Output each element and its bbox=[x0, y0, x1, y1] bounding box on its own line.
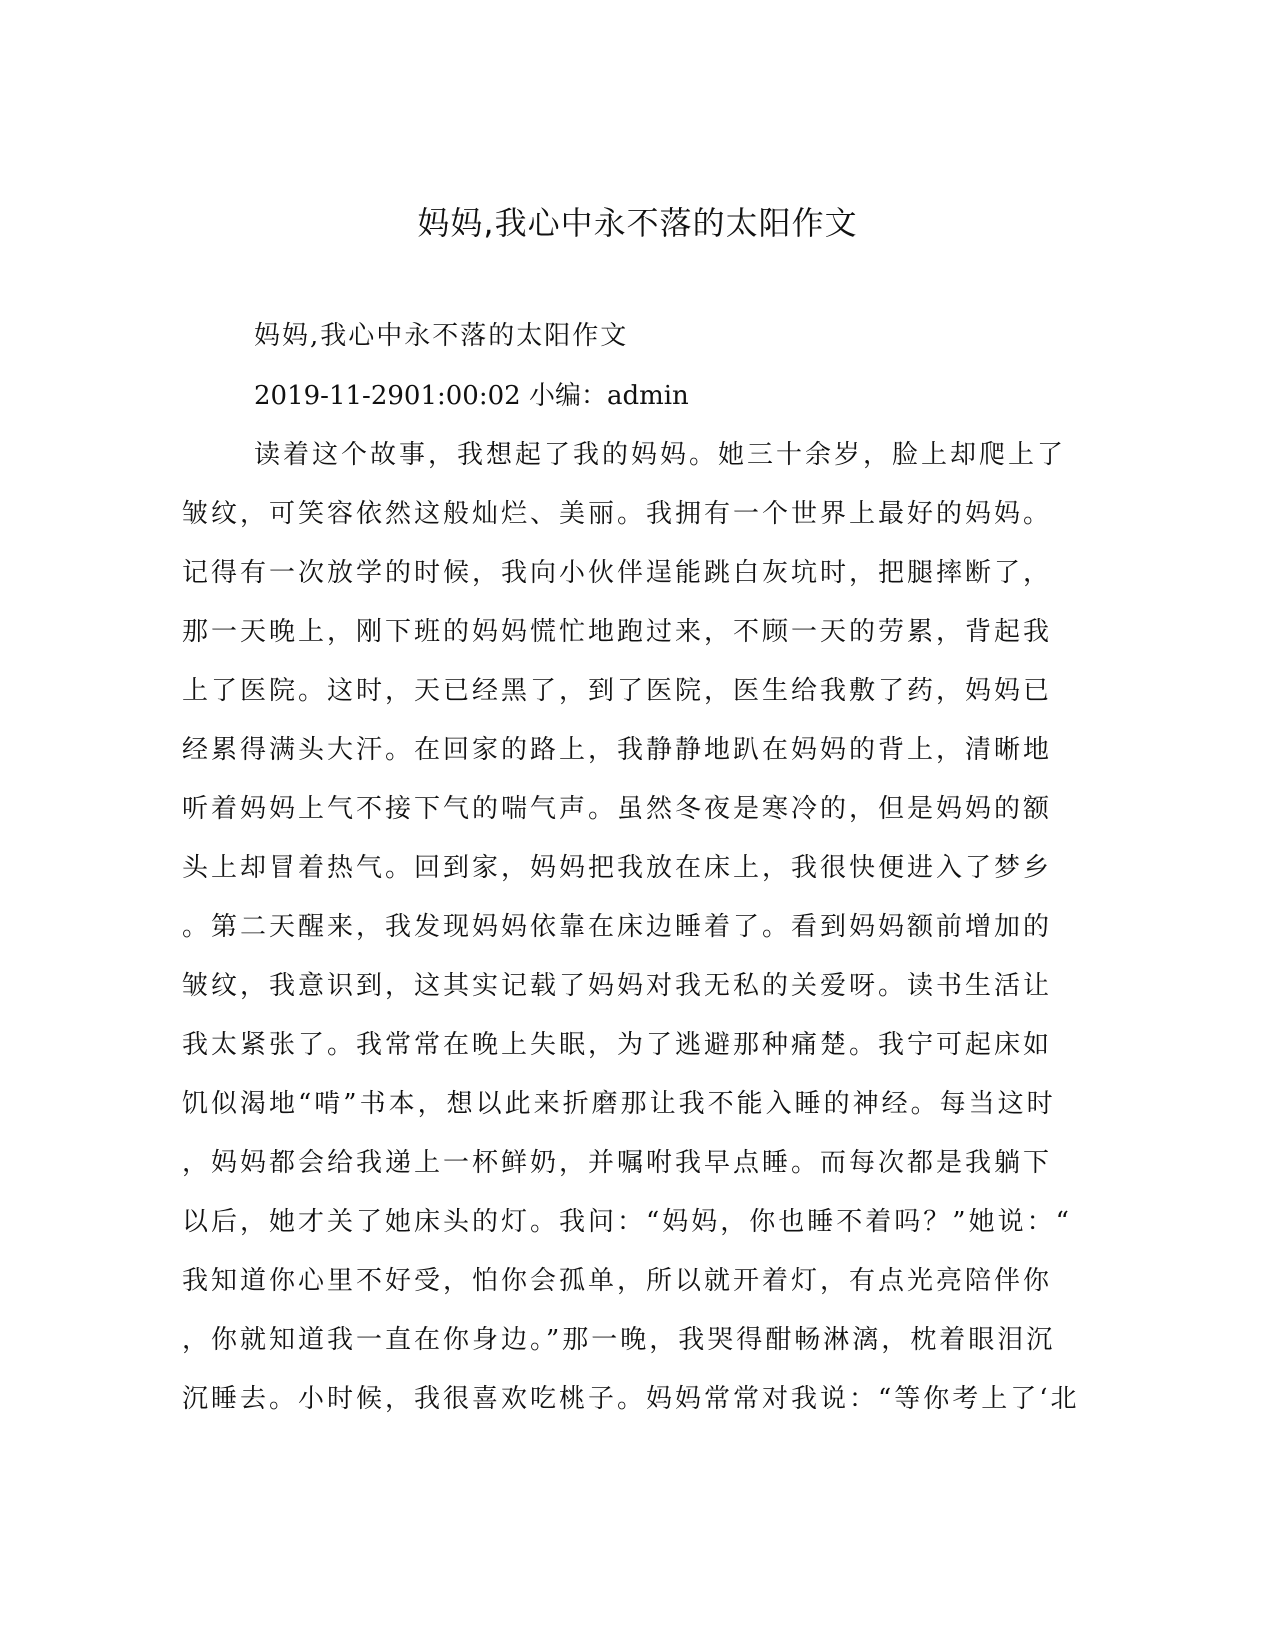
body-line: 我太紧张了。我常常在晚上失眠，为了逃避那种痛楚。我宁可起床如 bbox=[182, 1030, 1053, 1060]
body-line: 以后，她才关了她床头的灯。我问：“妈妈，你也睡不着吗？”她说：“ bbox=[182, 1207, 1072, 1237]
article-meta: 2019-11-2901:00:02 小编：admin bbox=[254, 381, 689, 411]
document-title: 妈妈,我心中永不落的太阳作文 bbox=[417, 204, 858, 242]
article-subtitle: 妈妈,我心中永不落的太阳作文 bbox=[254, 321, 629, 351]
body-line: 饥似渴地“啃”书本，想以此来折磨那让我不能入睡的神经。每当这时 bbox=[182, 1089, 1056, 1119]
body-line: 我知道你心里不好受，怕你会孤单，所以就开着灯，有点光亮陪伴你 bbox=[182, 1266, 1053, 1296]
body-line: ，妈妈都会给我递上一杯鲜奶，并嘱咐我早点睡。而每次都是我躺下 bbox=[182, 1148, 1053, 1178]
body-line: 经累得满头大汗。在回家的路上，我静静地趴在妈妈的背上，清晰地 bbox=[182, 735, 1053, 765]
body-line: 上了医院。这时，天已经黑了，到了医院，医生给我敷了药，妈妈已 bbox=[182, 676, 1053, 706]
body-line: 听着妈妈上气不接下气的喘气声。虽然冬夜是寒冷的，但是妈妈的额 bbox=[182, 794, 1053, 824]
body-line: 。第二天醒来，我发现妈妈依靠在床边睡着了。看到妈妈额前增加的 bbox=[182, 912, 1053, 942]
body-line: 沉睡去。小时候，我很喜欢吃桃子。妈妈常常对我说：“等你考上了‘北 bbox=[182, 1384, 1080, 1414]
body-line: ，你就知道我一直在你身边。”那一晚，我哭得酣畅淋漓，枕着眼泪沉 bbox=[182, 1325, 1056, 1355]
body-line: 记得有一次放学的时候，我向小伙伴逞能跳白灰坑时，把腿摔断了， bbox=[182, 558, 1053, 588]
body-line: 头上却冒着热气。回到家，妈妈把我放在床上，我很快便进入了梦乡 bbox=[182, 853, 1053, 883]
body-line: 皱纹，可笑容依然这般灿烂、美丽。我拥有一个世界上最好的妈妈。 bbox=[182, 499, 1053, 529]
body-line: 读着这个故事，我想起了我的妈妈。她三十余岁，脸上却爬上了 bbox=[254, 440, 1067, 470]
body-line: 那一天晚上，刚下班的妈妈慌忙地跑过来，不顾一天的劳累，背起我 bbox=[182, 617, 1053, 647]
article-body bbox=[182, 435, 1080, 1438]
body-line: 皱纹，我意识到，这其实记载了妈妈对我无私的关爱呀。读书生活让 bbox=[182, 971, 1053, 1001]
